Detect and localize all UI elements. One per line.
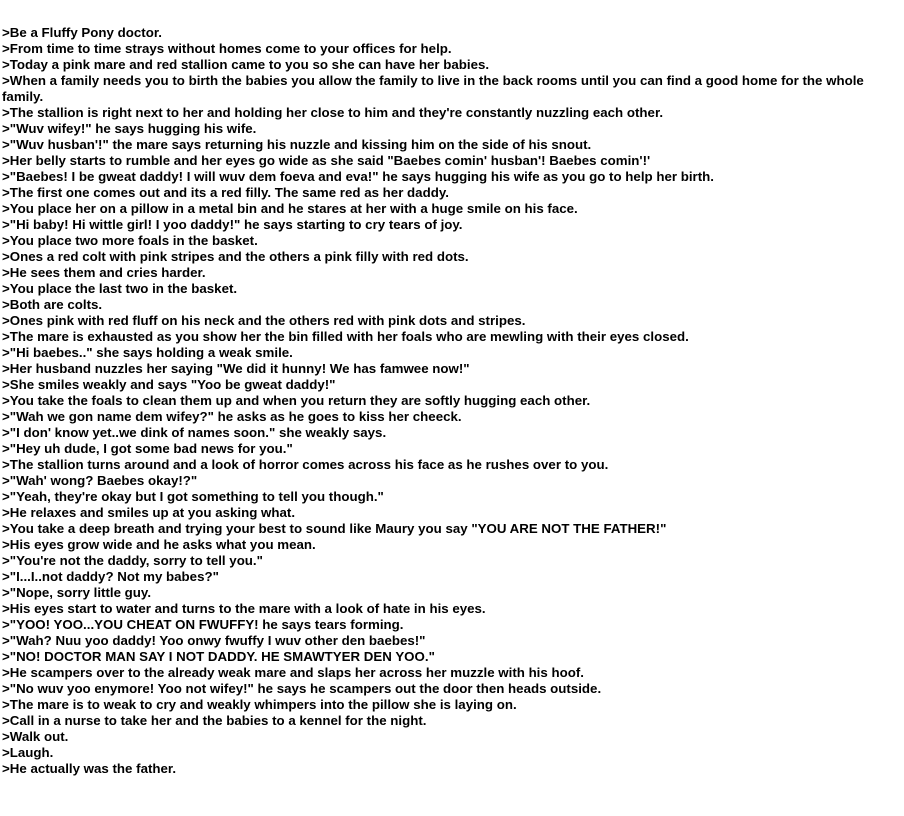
story-line: >Call in a nurse to take her and the babies to a kennel for the night. xyxy=(2,713,427,728)
story-line: >Her husband nuzzles her saying "We did it hunny! We has famwee now!" xyxy=(2,361,470,376)
story-line: >The stallion is right next to her and holding her close to him and they're constantly nuzzling each other. xyxy=(2,105,664,120)
story-line: >Ones a red colt with pink stripes and the others a pink filly with red dots. xyxy=(2,249,469,264)
story-line: >She smiles weakly and says "Yoo be gweat daddy!" xyxy=(2,377,336,392)
story-line: >"Nope, sorry little guy. xyxy=(2,585,152,600)
story-line: >He actually was the father. xyxy=(2,761,177,776)
story-line: >From time to time strays without homes come to your offices for help. xyxy=(2,41,452,56)
story-line: >"You're not the daddy, sorry to tell you." xyxy=(2,553,263,568)
story-line: >"Wah? Nuu yoo daddy! Yoo onwy fwuffy I wuv other den baebes!" xyxy=(2,633,426,648)
story-line: >"Hi baby! Hi wittle girl! I yoo daddy!" he says starting to cry tears of joy. xyxy=(2,217,463,232)
story-line: >Her belly starts to rumble and her eyes go wide as she said "Baebes comin' husban'! Baebes comin'!' xyxy=(2,153,651,168)
story-line: >You place two more foals in the basket. xyxy=(2,233,258,248)
story-line: >Walk out. xyxy=(2,729,69,744)
story-line: >"No wuv yoo enymore! Yoo not wifey!" he says he scampers out the door then heads outside. xyxy=(2,681,602,696)
story-line: >Both are colts. xyxy=(2,297,103,312)
story-line: >"NO! DOCTOR MAN SAY I NOT DADDY. HE SMAWTYER DEN YOO." xyxy=(2,649,435,664)
story-line: >"I don' know yet..we dink of names soon." she weakly says. xyxy=(2,425,387,440)
story-line: >"Hey uh dude, I got some bad news for you." xyxy=(2,441,293,456)
story-line: >"Yeah, they're okay but I got something to tell you though." xyxy=(2,489,384,504)
greentext-story xyxy=(2,25,902,777)
story-line: >"Wah we gon name dem wifey?" he asks as he goes to kiss her cheeck. xyxy=(2,409,462,424)
story-line: >The mare is exhausted as you show her the bin filled with her foals who are mewling with their eyes closed. xyxy=(2,329,689,344)
story-line: >Be a Fluffy Pony doctor. xyxy=(2,25,162,40)
story-line: >The stallion turns around and a look of horror comes across his face as he rushes over to you. xyxy=(2,457,609,472)
story-line: >He sees them and cries harder. xyxy=(2,265,206,280)
story-line: >You place her on a pillow in a metal bin and he stares at her with a huge smile on his face. xyxy=(2,201,578,216)
story-line: >"Wuv wifey!" he says hugging his wife. xyxy=(2,121,257,136)
story-line: >He scampers over to the already weak mare and slaps her across her muzzle with his hoof. xyxy=(2,665,584,680)
story-line: >The first one comes out and its a red filly. The same red as her daddy. xyxy=(2,185,449,200)
story-line: >When a family needs you to birth the babies you allow the family to live in the back rooms until you can find a good home for the whole family. xyxy=(2,73,868,104)
story-line: >Laugh. xyxy=(2,745,54,760)
story-line: >"Hi baebes.." she says holding a weak smile. xyxy=(2,345,293,360)
story-line: >"YOO! YOO...YOU CHEAT ON FWUFFY! he says tears forming. xyxy=(2,617,404,632)
story-line: >His eyes grow wide and he asks what you mean. xyxy=(2,537,316,552)
story-line: >"I...I..not daddy? Not my babes?" xyxy=(2,569,219,584)
story-line: >"Wah' wong? Baebes okay!?" xyxy=(2,473,198,488)
story-line: >The mare is to weak to cry and weakly whimpers into the pillow she is laying on. xyxy=(2,697,517,712)
story-line: >Ones pink with red fluff on his neck and the others red with pink dots and stripes. xyxy=(2,313,526,328)
story-line: >"Baebes! I be gweat daddy! I will wuv dem foeva and eva!" he says hugging his wife as you go to help her birth. xyxy=(2,169,714,184)
story-line: >You take a deep breath and trying your best to sound like Maury you say "YOU ARE NOT THE FATHER!" xyxy=(2,521,667,536)
story-line: >"Wuv husban'!" the mare says returning his nuzzle and kissing him on the side of his snout. xyxy=(2,137,592,152)
story-line: >You take the foals to clean them up and when you return they are softly hugging each other. xyxy=(2,393,591,408)
story-line: >You place the last two in the basket. xyxy=(2,281,238,296)
story-line: >He relaxes and smiles up at you asking what. xyxy=(2,505,296,520)
story-line: >His eyes start to water and turns to the mare with a look of hate in his eyes. xyxy=(2,601,486,616)
story-line: >Today a pink mare and red stallion came to you so she can have her babies. xyxy=(2,57,490,72)
